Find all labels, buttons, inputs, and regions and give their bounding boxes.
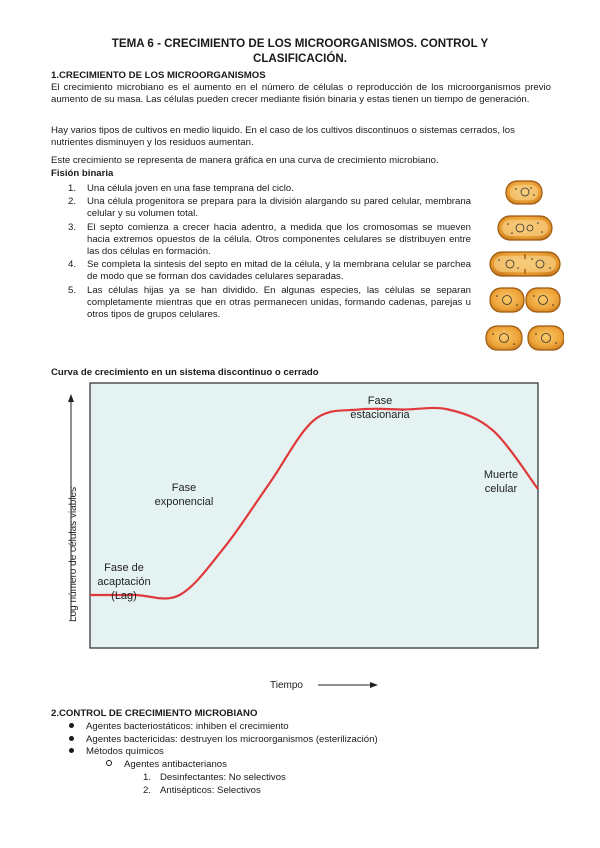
phase-death-label-line1: Muerte <box>483 469 519 481</box>
list-text: Antisépticos: Selectivos <box>160 784 261 796</box>
list-text: Desinfectantes: No selectivos <box>160 771 286 783</box>
step-text: Se completa la sintesis del septo en mitad de la célula, y la membrana celular se parchea de modo que se forman dos cavidades celulares separadas. <box>87 259 471 283</box>
section1-paragraph-3: Este crecimiento se representa de manera gráfica en una curva de crecimiento microbiano. <box>51 155 439 166</box>
step-text: El septo comienza a crecer hacia adentro, a medida que los cromosomas se mueven hacia extremos opuestos de la célula. Otros componentes celulares se distribuyen entre las dos células en formación. <box>87 221 471 258</box>
list-item <box>51 183 471 195</box>
step-number: 3. <box>68 221 77 233</box>
list-number: 1. <box>143 771 152 783</box>
list-item <box>51 259 471 283</box>
step-text: Una célula progenitora se prepara para la división alargando su pared celular, membrana celular y su volumen total. <box>87 196 471 220</box>
section2-heading: 2.CONTROL DE CRECIMIENTO MICROBIANO <box>51 708 258 719</box>
bullet-text: Métodos químicos <box>86 746 164 758</box>
step-number: 5. <box>68 284 77 296</box>
fission-heading: Fisión binaria <box>51 168 114 179</box>
step-number: 2. <box>68 196 77 208</box>
list-item <box>51 785 551 798</box>
step-text: Una célula joven en una fase temprana del ciclo. <box>87 183 294 194</box>
phase-stationary-label-line1: Fase <box>367 395 393 407</box>
bullet-text: Agentes bacteriostáticos: inhiben el crecimiento <box>86 720 289 732</box>
binary-fission-illustration <box>484 178 564 354</box>
cell-stage-5-image <box>486 326 564 350</box>
phase-exponential-label-line2: exponencial <box>154 496 214 508</box>
list-item <box>51 772 551 785</box>
bullet-text: Agentes bactericidas: destruyen los microorganismos (esterilización) <box>86 733 378 745</box>
section2 <box>51 708 551 798</box>
phase-exponential-label-line1: Fase <box>171 482 197 494</box>
list-item <box>51 734 551 747</box>
growth-curve-chart <box>52 380 542 695</box>
bullet-icon <box>69 736 74 741</box>
step-number: 4. <box>68 259 77 271</box>
section1-paragraph-1: El crecimiento microbiano es el aumento en el número de células o reproducción de los microorganismos previo aumento de su masa. Las células pueden crecer mediante fisión binaria y estas tienen un tiempo de generación. <box>51 82 551 106</box>
phase-lag-label-line3: (Lag) <box>111 590 137 602</box>
phase-stationary-label-line2: estacionaria <box>350 409 410 421</box>
step-number: 1. <box>68 183 77 194</box>
phase-death-label-line2: celular <box>484 483 518 495</box>
y-axis-arrowhead <box>68 394 74 402</box>
section1-paragraph-2: Hay varios tipos de cultivos en medio liquido. En el caso de los cultivos discontinuos o sistemas cerrados, los nutrientes disminuyen y los residuos aumentan. <box>51 125 515 149</box>
title-line-2: CLASIFICACIÓN. <box>252 52 348 65</box>
bullet-text: Agentes antibacterianos <box>124 759 227 771</box>
chart-title: Curva de crecimiento en un sistema discontinuo o cerrado <box>51 367 319 378</box>
plot-area <box>90 383 538 648</box>
list-item <box>51 196 471 220</box>
circle-bullet-icon <box>106 760 112 766</box>
page-title <box>60 36 540 66</box>
cell-stage-4-image <box>490 288 560 312</box>
list-item <box>51 746 551 759</box>
step-text: Las células hijas ya se han dividido. En algunas especies, las células se separan completamente mientras que en otras permanecen unidas, formando cadenas, parejas u otros tipos de grupos celulares. <box>87 284 471 321</box>
list-item <box>51 285 471 322</box>
bullet-icon <box>69 723 74 728</box>
title-line-1: TEMA 6 - CRECIMIENTO DE LOS MICROORGANISMOS. CONTROL Y <box>111 37 489 50</box>
phase-lag-label-line1: Fase de <box>104 562 144 574</box>
list-number: 2. <box>143 784 152 796</box>
y-axis-label: Log número de células viables <box>68 486 79 622</box>
bullet-icon <box>69 748 74 753</box>
list-item <box>51 222 471 259</box>
cell-stage-3-image <box>490 252 560 276</box>
cell-stage-1-image <box>506 181 542 204</box>
section1-heading: 1.CRECIMIENTO DE LOS MICROORGANISMOS <box>51 70 266 81</box>
list-item <box>51 759 551 772</box>
phase-lag-label-line2: acaptación <box>97 576 151 588</box>
fission-steps-list <box>51 183 471 322</box>
cell-stage-2-image <box>498 216 552 240</box>
x-axis-arrowhead <box>370 682 378 688</box>
x-axis-label: Tiempo <box>270 680 303 691</box>
list-item <box>51 721 551 734</box>
